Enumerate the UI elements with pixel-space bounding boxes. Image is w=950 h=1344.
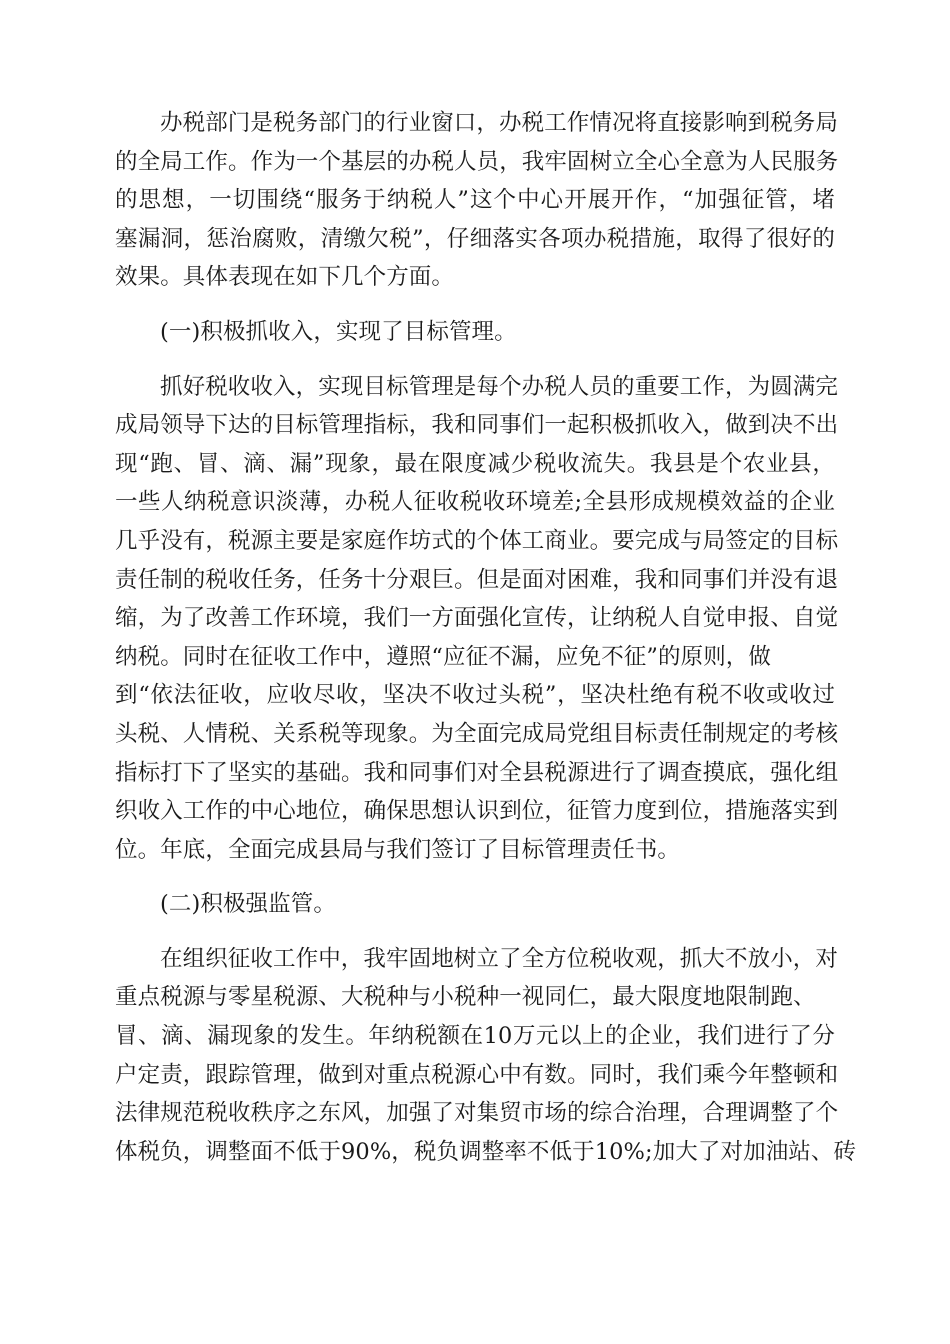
- document-page: [115, 104, 857, 1171]
- text-line: 塞漏洞，惩治腐败，清缴欠税”，仔细落实各项办税措施，取得了很好的: [115, 225, 835, 252]
- text-line: 织收入工作的中心地位，确保思想认识到位，征管力度到位，措施落实到: [115, 798, 839, 825]
- text-line: 体税负，调整面不低于90%，税负调整率不低于10%;加大了对加油站、砖: [115, 1138, 857, 1165]
- text-line: 法律规范税收秩序之东风，加强了对集贸市场的综合治理，合理调整了个: [115, 1100, 839, 1127]
- text-line: 办税部门是税务部门的行业窗口，办税工作情况将直接影响到税务局: [160, 110, 839, 136]
- paragraph-supervision: [115, 940, 857, 1172]
- text-line: 指标打下了坚实的基础。我和同事们对全县税源进行了调查摸底，强化组: [115, 759, 839, 786]
- section-heading-1: [115, 313, 835, 352]
- text-line: 现“跑、冒、滴、漏”现象，最在限度减少税收流失。我县是个农业县，: [115, 450, 835, 477]
- text-line: 成局领导下达的目标管理指标，我和同事们一起积极抓收入，做到决不出: [115, 412, 839, 439]
- text-line: 到“依法征收，应收尽收，坚决不收过头税”，坚决杜绝有税不收或收过: [115, 682, 835, 709]
- section-heading-text: (二)积极强监管。: [160, 891, 336, 918]
- text-line: 缩，为了改善工作环境，我们一方面强化宣传，让纳税人自觉申报、自觉: [115, 605, 839, 632]
- text-line: 抓好税收收入，实现目标管理是每个办税人员的重要工作，为圆满完: [160, 373, 839, 400]
- text-line: 重点税源与零星税源、大税种与小税种一视同仁，最大限度地限制跑、: [115, 984, 816, 1011]
- paragraph-revenue: [115, 368, 839, 870]
- text-line: 一些人纳税意识淡薄，办税人征收税收环境差;全县形成规模效益的企业: [115, 489, 835, 516]
- text-line: 位。年底，全面完成县局与我们签订了目标管理责任书。: [115, 836, 681, 863]
- text-line: 在组织征收工作中，我牢固地树立了全方位税收观，抓大不放小，对: [160, 945, 839, 972]
- text-line: 的全局工作。作为一个基层的办税人员，我牢固树立全心全意为人民服务: [115, 148, 839, 175]
- section-heading-text: (一)积极抓收入，实现了目标管理。: [160, 318, 517, 345]
- text-line: 冒、滴、漏现象的发生。年纳税额在10万元以上的企业，我们进行了分: [115, 1023, 835, 1050]
- text-line: 效果。具体表现在如下几个方面。: [115, 264, 455, 291]
- text-line: 头税、人情税、关系税等现象。为全面完成局党组目标责任制规定的考核: [115, 720, 839, 747]
- section-heading-2: [115, 885, 835, 924]
- text-line: 几乎没有，税源主要是家庭作坊式的个体工商业。要完成与局签定的目标: [115, 527, 839, 554]
- text-line: 责任制的税收任务，任务十分艰巨。但是面对困难，我和同事们并没有退: [115, 566, 839, 593]
- text-line: 纳税。同时在征收工作中，遵照“应征不漏，应免不征”的原则，做: [115, 643, 772, 670]
- text-line: 的思想，一切围绕“服务于纳税人”这个中心开展开作，“加强征管，堵: [115, 187, 835, 214]
- text-line: 户定责，跟踪管理，做到对重点税源心中有数。同时，我们乘今年整顿和: [115, 1061, 839, 1088]
- paragraph-intro: [115, 104, 839, 297]
